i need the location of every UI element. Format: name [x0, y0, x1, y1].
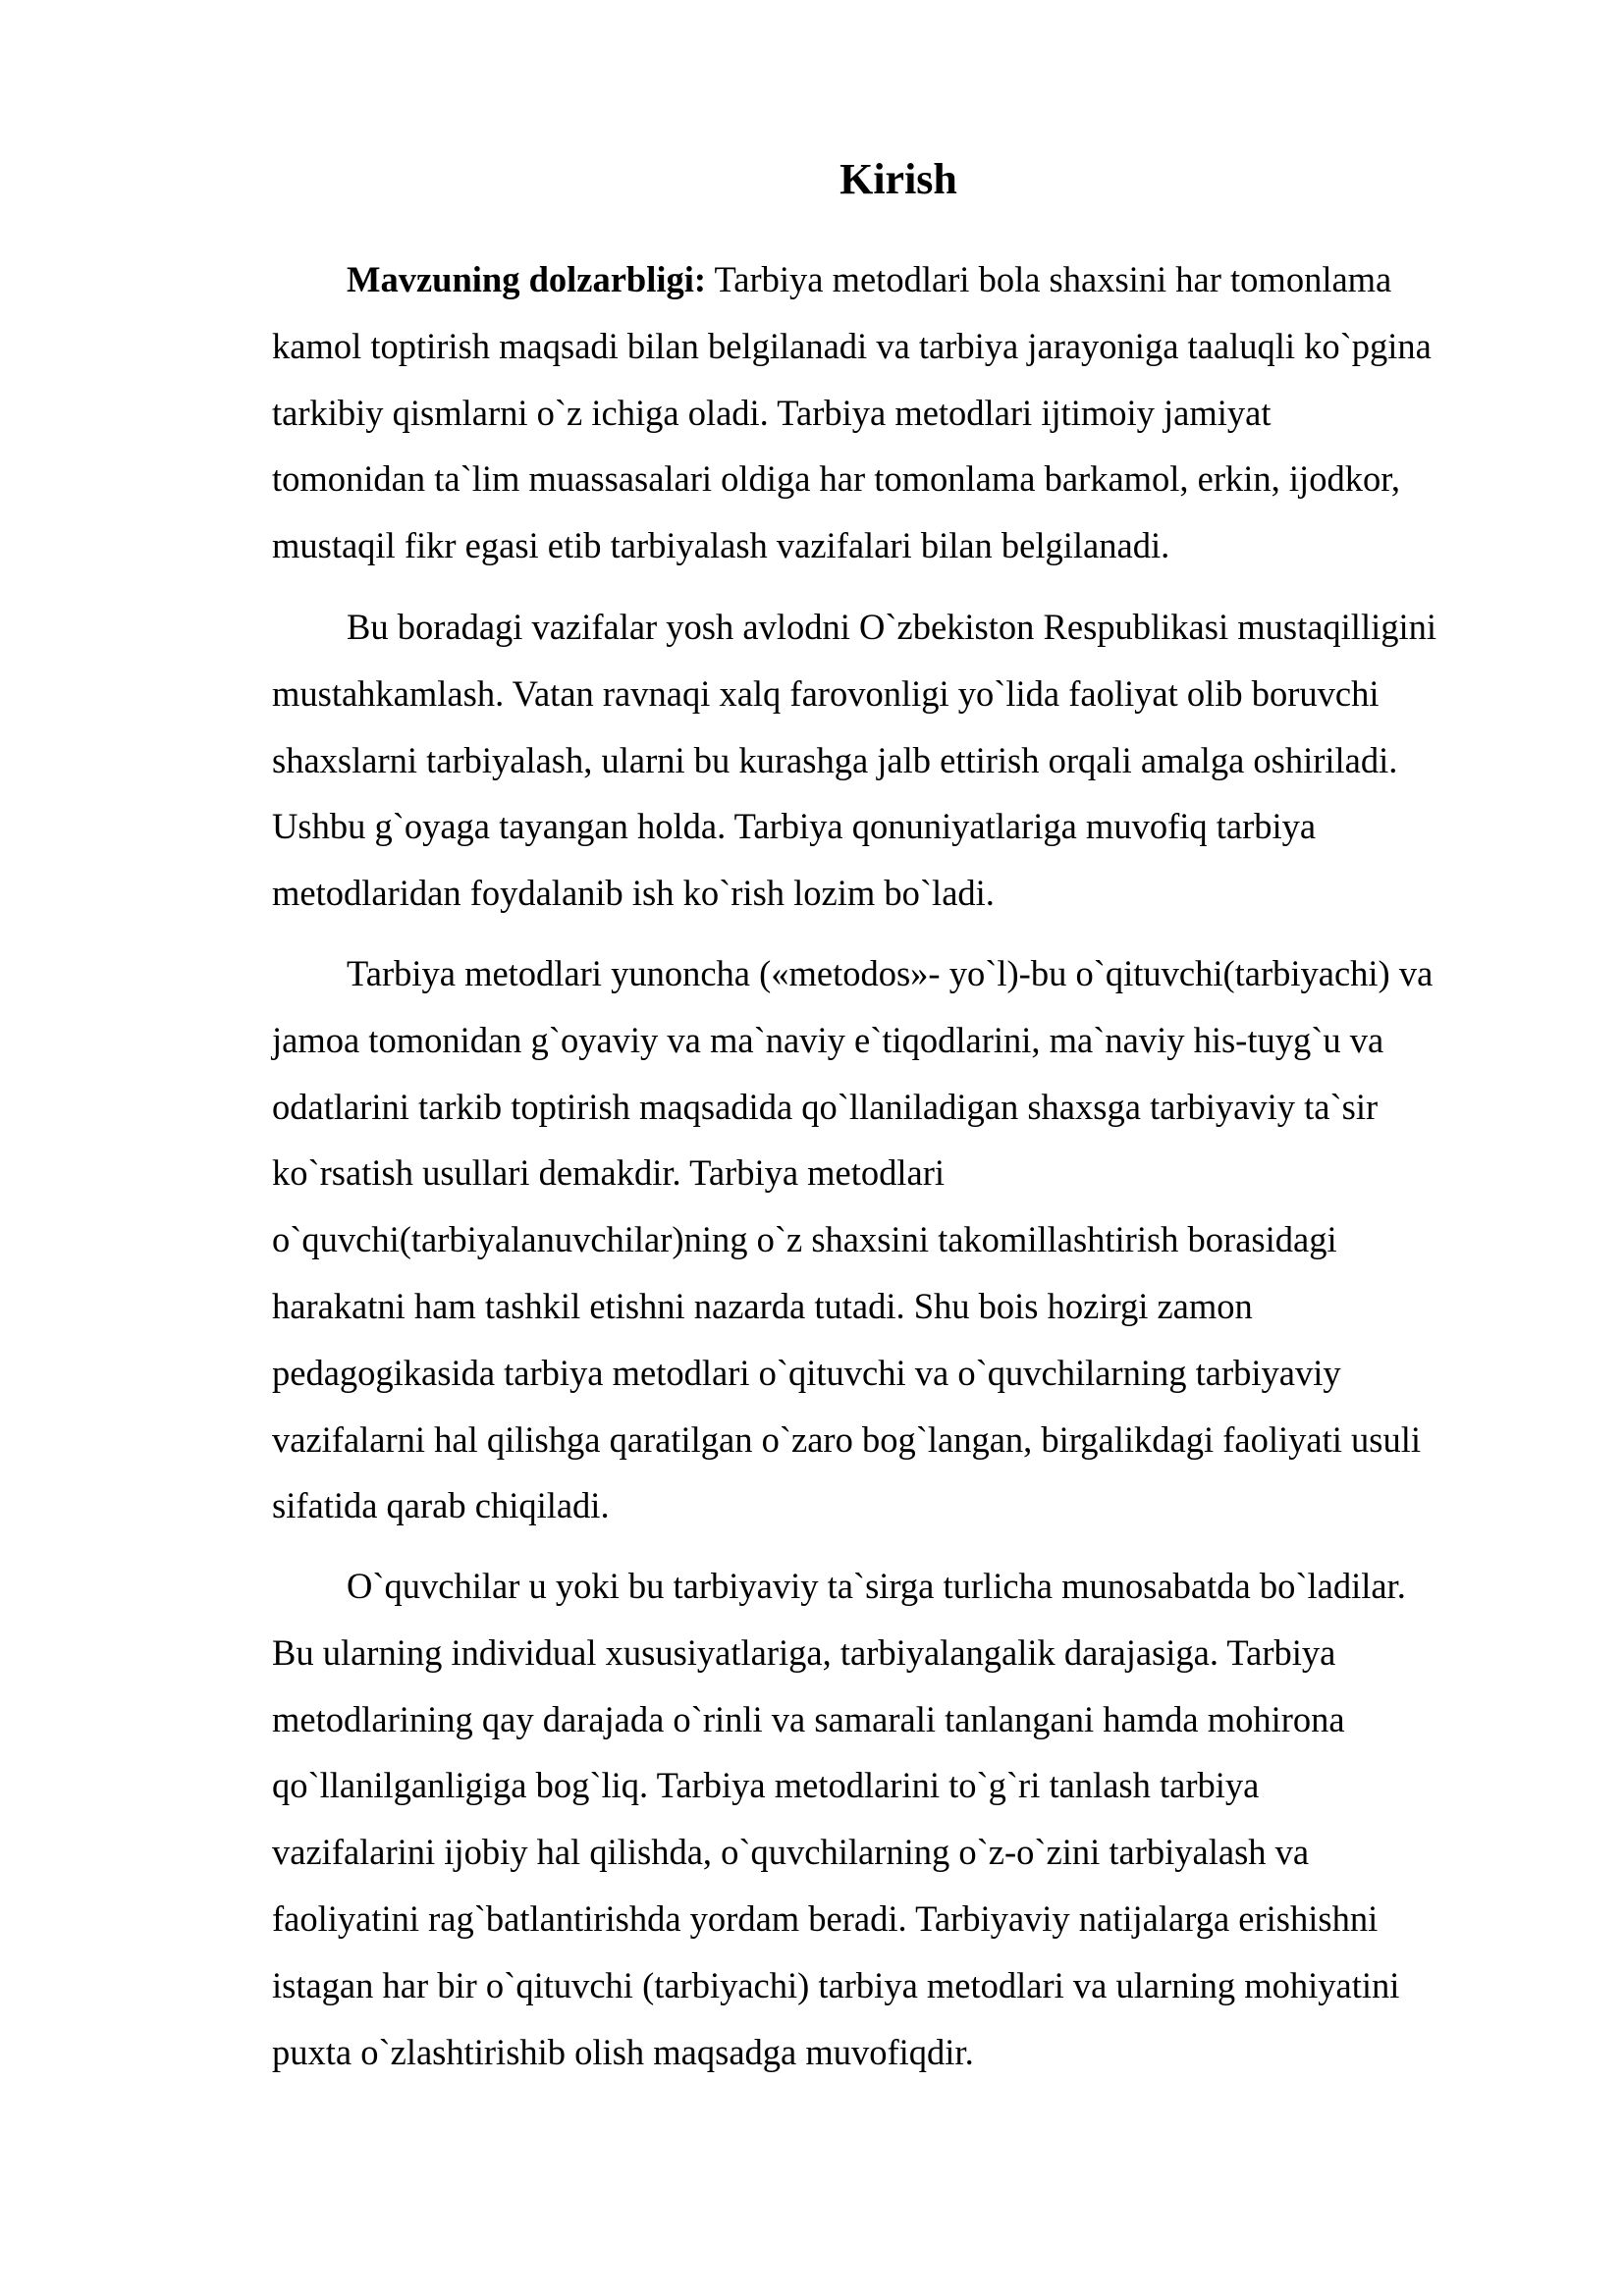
- page-title: Kirish: [839, 155, 957, 203]
- paragraph-line: [272, 246, 1539, 313]
- line-text: Tarbiya metodlari bola shaxsini har tomonlama: [706, 259, 1392, 299]
- paragraph-line: puxta o`zlashtirishib olish maqsadga muvofiqdir.: [272, 2031, 974, 2072]
- paragraph-line: jamoa tomonidan g`oyaviy va ma`naviy e`tiqodlarini, ma`naviy his-tuyg`u va: [272, 1019, 1384, 1060]
- paragraph-line: kamol toptirish maqsadi bilan belgilanadi va tarbiya jarayoniga taaluqli ko`pgina: [272, 325, 1432, 366]
- paragraph-line: mustaqil fikr egasi etib tarbiyalash vazifalari bilan belgilanadi.: [272, 525, 1170, 566]
- paragraph-line: mustahkamlash. Vatan ravnaqi xalq farovonligi yo`lida faoliyat olib boruvchi: [272, 672, 1380, 714]
- paragraph-line: ko`rsatish usullari demakdir. Tarbiya metodlari: [272, 1152, 946, 1194]
- paragraph-line: Bu boradagi vazifalar yosh avlodni O`zbekiston Respublikasi mustaqilligini: [347, 607, 1437, 647]
- paragraph-line: metodlaridan foydalanib ish ko`rish lozim bo`ladi.: [272, 873, 995, 914]
- paragraph-methods-definition: [272, 940, 1539, 1539]
- paragraph-line: odatlarini tarkib toptirish maqsadida qo`llaniladigan shaxsga tarbiyaviy ta`sir: [272, 1086, 1379, 1127]
- paragraph-line: vazifalarini ijobiy hal qilishda, o`quvchilarning o`z-o`zini tarbiyalash va: [272, 1832, 1310, 1873]
- paragraph-line: pedagogikasida tarbiya metodlari o`qituvchi va o`quvchilarning tarbiyaviy: [272, 1352, 1341, 1393]
- paragraph-line: tarkibiy qismlarni o`z ichiga oladi. Tarbiya metodlari ijtimoiy jamiyat: [272, 392, 1272, 433]
- paragraph-line: tomonidan ta`lim muassasalari oldiga har tomonlama barkamol, erkin, ijodkor,: [272, 458, 1401, 500]
- paragraph-line: o`quvchi(tarbiyalanuvchilar)ning o`z shaxsini takomillashtirish borasidagi: [272, 1219, 1337, 1260]
- paragraph-line: faoliyatini rag`batlantirishda yordam beradi. Tarbiyaviy natijalarga erishishni: [272, 1897, 1379, 1939]
- paragraph-tasks: [272, 594, 1539, 927]
- paragraph-students-response: [272, 1553, 1539, 2085]
- paragraph-line: Bu ularning individual xususiyatlariga, tarbiyalangalik darajasiga. Tarbiya: [272, 1631, 1336, 1673]
- paragraph-line: Tarbiya metodlari yunoncha («metodos»- yo`l)-bu o`qituvchi(tarbiyachi) va: [347, 953, 1434, 993]
- section-label: Mavzuning dolzarbligi:: [347, 259, 707, 299]
- paragraph-line: qo`llanilganligiga bog`liq. Tarbiya metodlarini to`g`ri tanlash tarbiya: [272, 1765, 1260, 1806]
- paragraph-line: Ushbu g`oyaga tayangan holda. Tarbiya qonuniyatlariga muvofiq tarbiya: [272, 806, 1317, 847]
- paragraph-line: harakatni ham tashkil etishni nazarda tutadi. Shu bois hozirgi zamon: [272, 1285, 1253, 1326]
- paragraph-line: vazifalarni hal qilishga qaratilgan o`zaro bog`langan, birgalikdagi faoliyati usuli: [272, 1418, 1421, 1460]
- paragraph-relevance: [272, 246, 1539, 579]
- paragraph-line: O`quvchilar u yoki bu tarbiyaviy ta`sirga turlicha munosabatda bo`ladilar.: [347, 1566, 1406, 1606]
- paragraph-line: istagan har bir o`qituvchi (tarbiyachi) tarbiya metodlari va ularning mohiyatini: [272, 1964, 1400, 2005]
- paragraph-line: shaxslarni tarbiyalash, ularni bu kurashga jalb ettirish orqali amalga oshiriladi.: [272, 739, 1398, 780]
- paragraph-line: sifatida qarab chiqiladi.: [272, 1485, 610, 1526]
- paragraph-line: metodlarining qay darajada o`rinli va samarali tanlangani hamda mohirona: [272, 1698, 1345, 1739]
